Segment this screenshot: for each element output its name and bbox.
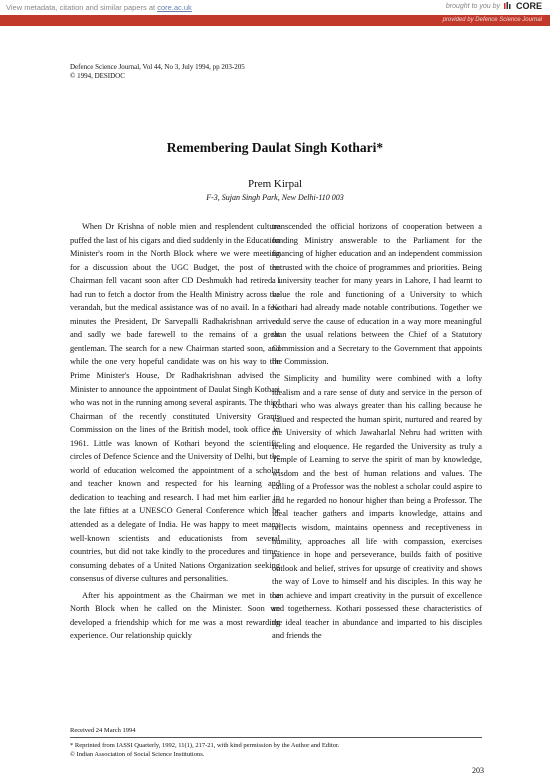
author-name: Prem Kirpal [247,178,303,190]
copyright-note: © Indian Association of Social Science Institutions. [70,751,205,758]
metadata-notice [6,3,192,12]
footnote-divider [70,737,482,738]
journal-citation [70,63,245,81]
metadata-text: View metadata, citation and similar papers at [6,3,158,12]
paragraph: transcended the official horizons of cooperation between a funding Ministry answerable to the Parliament for the financing of higher education and an independent commission entrusted with the choice of programmes and priorities. Being a university teacher for many years in Lahore, I had learnt to value the role and functioning of a University to which Kothari had already made notable contributions. Together we could serve the cause of education in a way more meaningful than the usual relations between the Chief of a Statutory Commission and a Secretary to the Government that appoints the Commission. [272,222,482,367]
article-title: Remembering Daulat Singh Kothari* [166,140,384,155]
journal-line: Defence Science Journal, Vol 44, No 3, July 1994, pp 203-205 [70,63,245,71]
journal-copyright: © 1994, DESIDOC [70,72,125,80]
right-column [272,220,482,643]
page-number: 203 [472,766,484,775]
paragraph: Simplicity and humility were combined with a lofty idealism and a rare sense of duty and service in the person of Kothari who was always greater than his calling because he valued and respected the human spirit, nurtured and reared by the University of which Jawaharlal Nehru had written with feeling and eloquence. He regarded the University as truly a Temple of Learning to serve the spirit of man by knowledge, wisdom and the best of human relations and values. The calling of a Professor was the noblest a scholar could aspire to and he regarded no honour higher than being a Professor. The ideal teacher gathers and imparts knowledge, attains and reflects wisdom, maintains openness and receptiveness in humility, approaches all life with compassion, exercises patience in hope and perseverance, builds faith of positive outlook and belief, strives for upsurge of creativity and shows the way of Love to himself and his disciples. In this way he can achieve and impart creativity in the pursuit of excellence and togetherness. Kothari possessed these characteristics of the ideal teacher in abundance and imparted to his disciples and friends the [272,374,482,641]
reprint-note: * Reprinted from IASSI Quarterly, 1992, 11(1), 217-21, with kind permission by the Author and Editor. [70,742,340,749]
provider-bar [0,15,550,26]
provider-text[interactable]: provided by Defence Science Journal [442,17,542,23]
core-branding[interactable] [446,1,542,11]
core-link[interactable]: core.ac.uk [157,3,192,12]
brought-by-text: brought to you by [445,2,500,10]
footnotes [70,741,339,759]
core-header-bar [0,0,550,15]
core-logo-text: CORE [515,1,542,11]
received-date: Received 24 March 1994 [70,727,136,734]
left-column [70,220,280,643]
paragraph: When Dr Krishna of noble mien and resplendent culture puffed the last of his cigars and died suddenly in the Education Minister's room in the North Block where we were meeting for a discussion about the UGC Budget, the post of the Chairman fell vacant soon after CD Deshmukh had retired. I had run to fetch a doctor from the Health Ministry across the verandah, but the medical assistance was of no avail. In a few minutes the President, Dr Sarvepalli Radhakrishnan arrived and sadly we bade farewell to the remains of a great gentleman. The search for a new Chairman started soon, and while the one very hopeful candidate was on his way to the Prime Minister's House, Dr Radhakrishnan advised the Minister to announce the appointment of Daulat Singh Kothari who was not in the running among several aspirants. The third Chairman of the recently constituted University Grants Commission on the lines of the British model, took office in 1961. Little was known of Kothari beyond the scientific circles of Defence Science and the University of Delhi, but the world of education welcomed the appointment of a scholar and teacher known and respected for his learning and dedication to teaching and research. I had met him earlier in the late fifties at a UNESCO General Conference which he attended as a delegate of India. He was happy to meet many well-known scientists and educationists from several countries, but did not take kindly to the procedures and time-consuming debates of a United Nations Organization seeking consensus of diverse cultures and personalities. [70,222,281,584]
author-affiliation: F-3, Sujan Singh Park, New Delhi-110 003 [206,193,344,202]
core-logo-icon [503,1,513,11]
paragraph: After his appointment as the Chairman we met in the North Block when he called on the Minister. Soon we developed a friendship which for me was a most rewarding experience. Our relationship quickly [70,590,280,641]
